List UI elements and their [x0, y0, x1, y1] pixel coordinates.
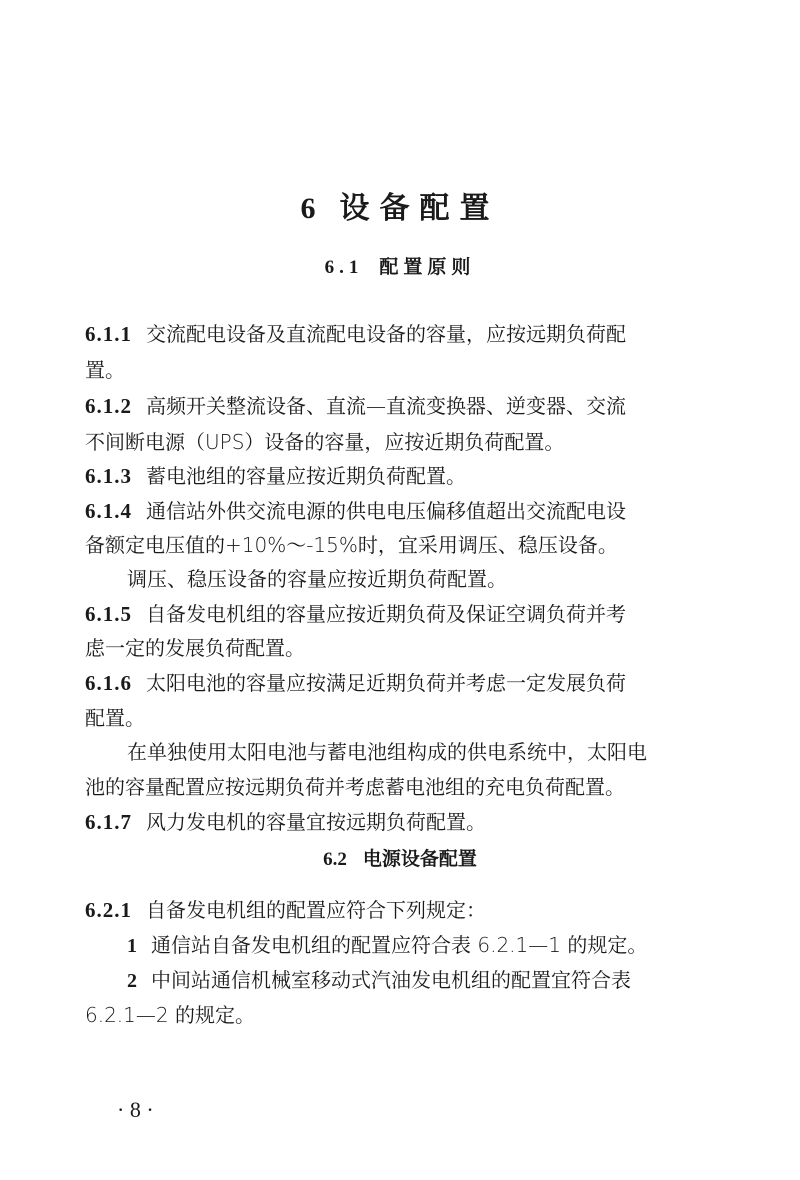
clause-number: 6.2.1	[85, 898, 132, 922]
item-text: 6.2.1—2 的规定。	[85, 1003, 255, 1027]
clause-number: 6.1.6	[85, 671, 132, 695]
page-number: · 8 ·	[117, 1097, 154, 1122]
clause-text: 高频开关整流设备、直流—直流变换器、逆变器、交流	[146, 394, 626, 418]
chapter-title	[0, 183, 800, 227]
clause-6-1-3	[85, 464, 725, 488]
chapter-number: 6	[300, 192, 326, 225]
item-number: 2	[127, 970, 137, 992]
clause-text: 自备发电机组的配置应符合下列规定：	[146, 898, 486, 922]
clause-6-1-5	[85, 602, 725, 626]
section-title-6-2	[0, 844, 800, 871]
clause-6-2-1	[85, 898, 725, 922]
text-line	[85, 775, 725, 799]
clause-number: 6.1.5	[85, 602, 132, 626]
clause-text: 风力发电机的容量宜按远期负荷配置。	[146, 810, 486, 834]
clause-number: 6.1.4	[85, 499, 132, 523]
list-item	[85, 933, 767, 958]
text-line	[85, 636, 725, 660]
clause-text: 蓄电池组的容量应按近期负荷配置。	[146, 464, 466, 488]
clause-text: 不间断电源（UPS）设备的容量，应按近期负荷配置。	[85, 430, 565, 454]
text-line	[85, 740, 767, 764]
clause-number: 6.1.2	[85, 394, 132, 418]
clause-6-1-4	[85, 499, 725, 523]
item-text: 通信站自备发电机组的配置应符合表 6.2.1—1 的规定。	[151, 933, 648, 957]
list-item	[85, 968, 767, 993]
clause-text: 自备发电机组的容量应按近期负荷及保证空调负荷并考	[146, 602, 626, 626]
clause-text: 交流配电设备及直流配电设备的容量，应按远期负荷配	[146, 322, 626, 346]
clause-number: 6.1.1	[85, 322, 132, 346]
clause-6-1-6	[85, 671, 725, 695]
clause-text: 置。	[85, 358, 125, 382]
text-line	[85, 358, 725, 382]
clause-text: 配置。	[85, 706, 145, 730]
clause-text: 通信站外供交流电源的供电电压偏移值超出交流配电设	[146, 499, 626, 523]
section-number: 6.2	[323, 849, 347, 870]
clause-text: 在单独使用太阳电池与蓄电池组构成的供电系统中，太阳电	[127, 740, 647, 764]
section-title-text: 电源设备配置	[362, 848, 477, 870]
clause-text: 备额定电压值的+10%～-15%时，宜采用调压、稳压设备。	[85, 533, 618, 557]
section-number: 6.1	[324, 257, 364, 278]
chapter-title-text: 设备配置	[339, 191, 500, 226]
text-line	[85, 1003, 725, 1027]
item-number: 1	[127, 935, 137, 957]
section-title-6-1	[0, 252, 800, 279]
text-line	[85, 567, 767, 591]
clause-text: 太阳电池的容量应按满足近期负荷并考虑一定发展负荷	[146, 671, 626, 695]
clause-text: 虑一定的发展负荷配置。	[85, 636, 305, 660]
section-title-text: 配置原则	[379, 256, 476, 278]
clause-6-1-2	[85, 394, 725, 418]
text-line	[85, 430, 725, 454]
clause-6-1-7	[85, 810, 725, 834]
text-line	[85, 533, 725, 557]
clause-text: 池的容量配置应按远期负荷并考虑蓄电池组的充电负荷配置。	[85, 775, 625, 799]
clause-number: 6.1.7	[85, 810, 132, 834]
text-line	[85, 706, 725, 730]
item-text: 中间站通信机械室移动式汽油发电机组的配置宜符合表	[151, 968, 631, 992]
clause-6-1-1	[85, 322, 725, 346]
clause-number: 6.1.3	[85, 464, 132, 488]
clause-text: 调压、稳压设备的容量应按近期负荷配置。	[127, 567, 507, 591]
